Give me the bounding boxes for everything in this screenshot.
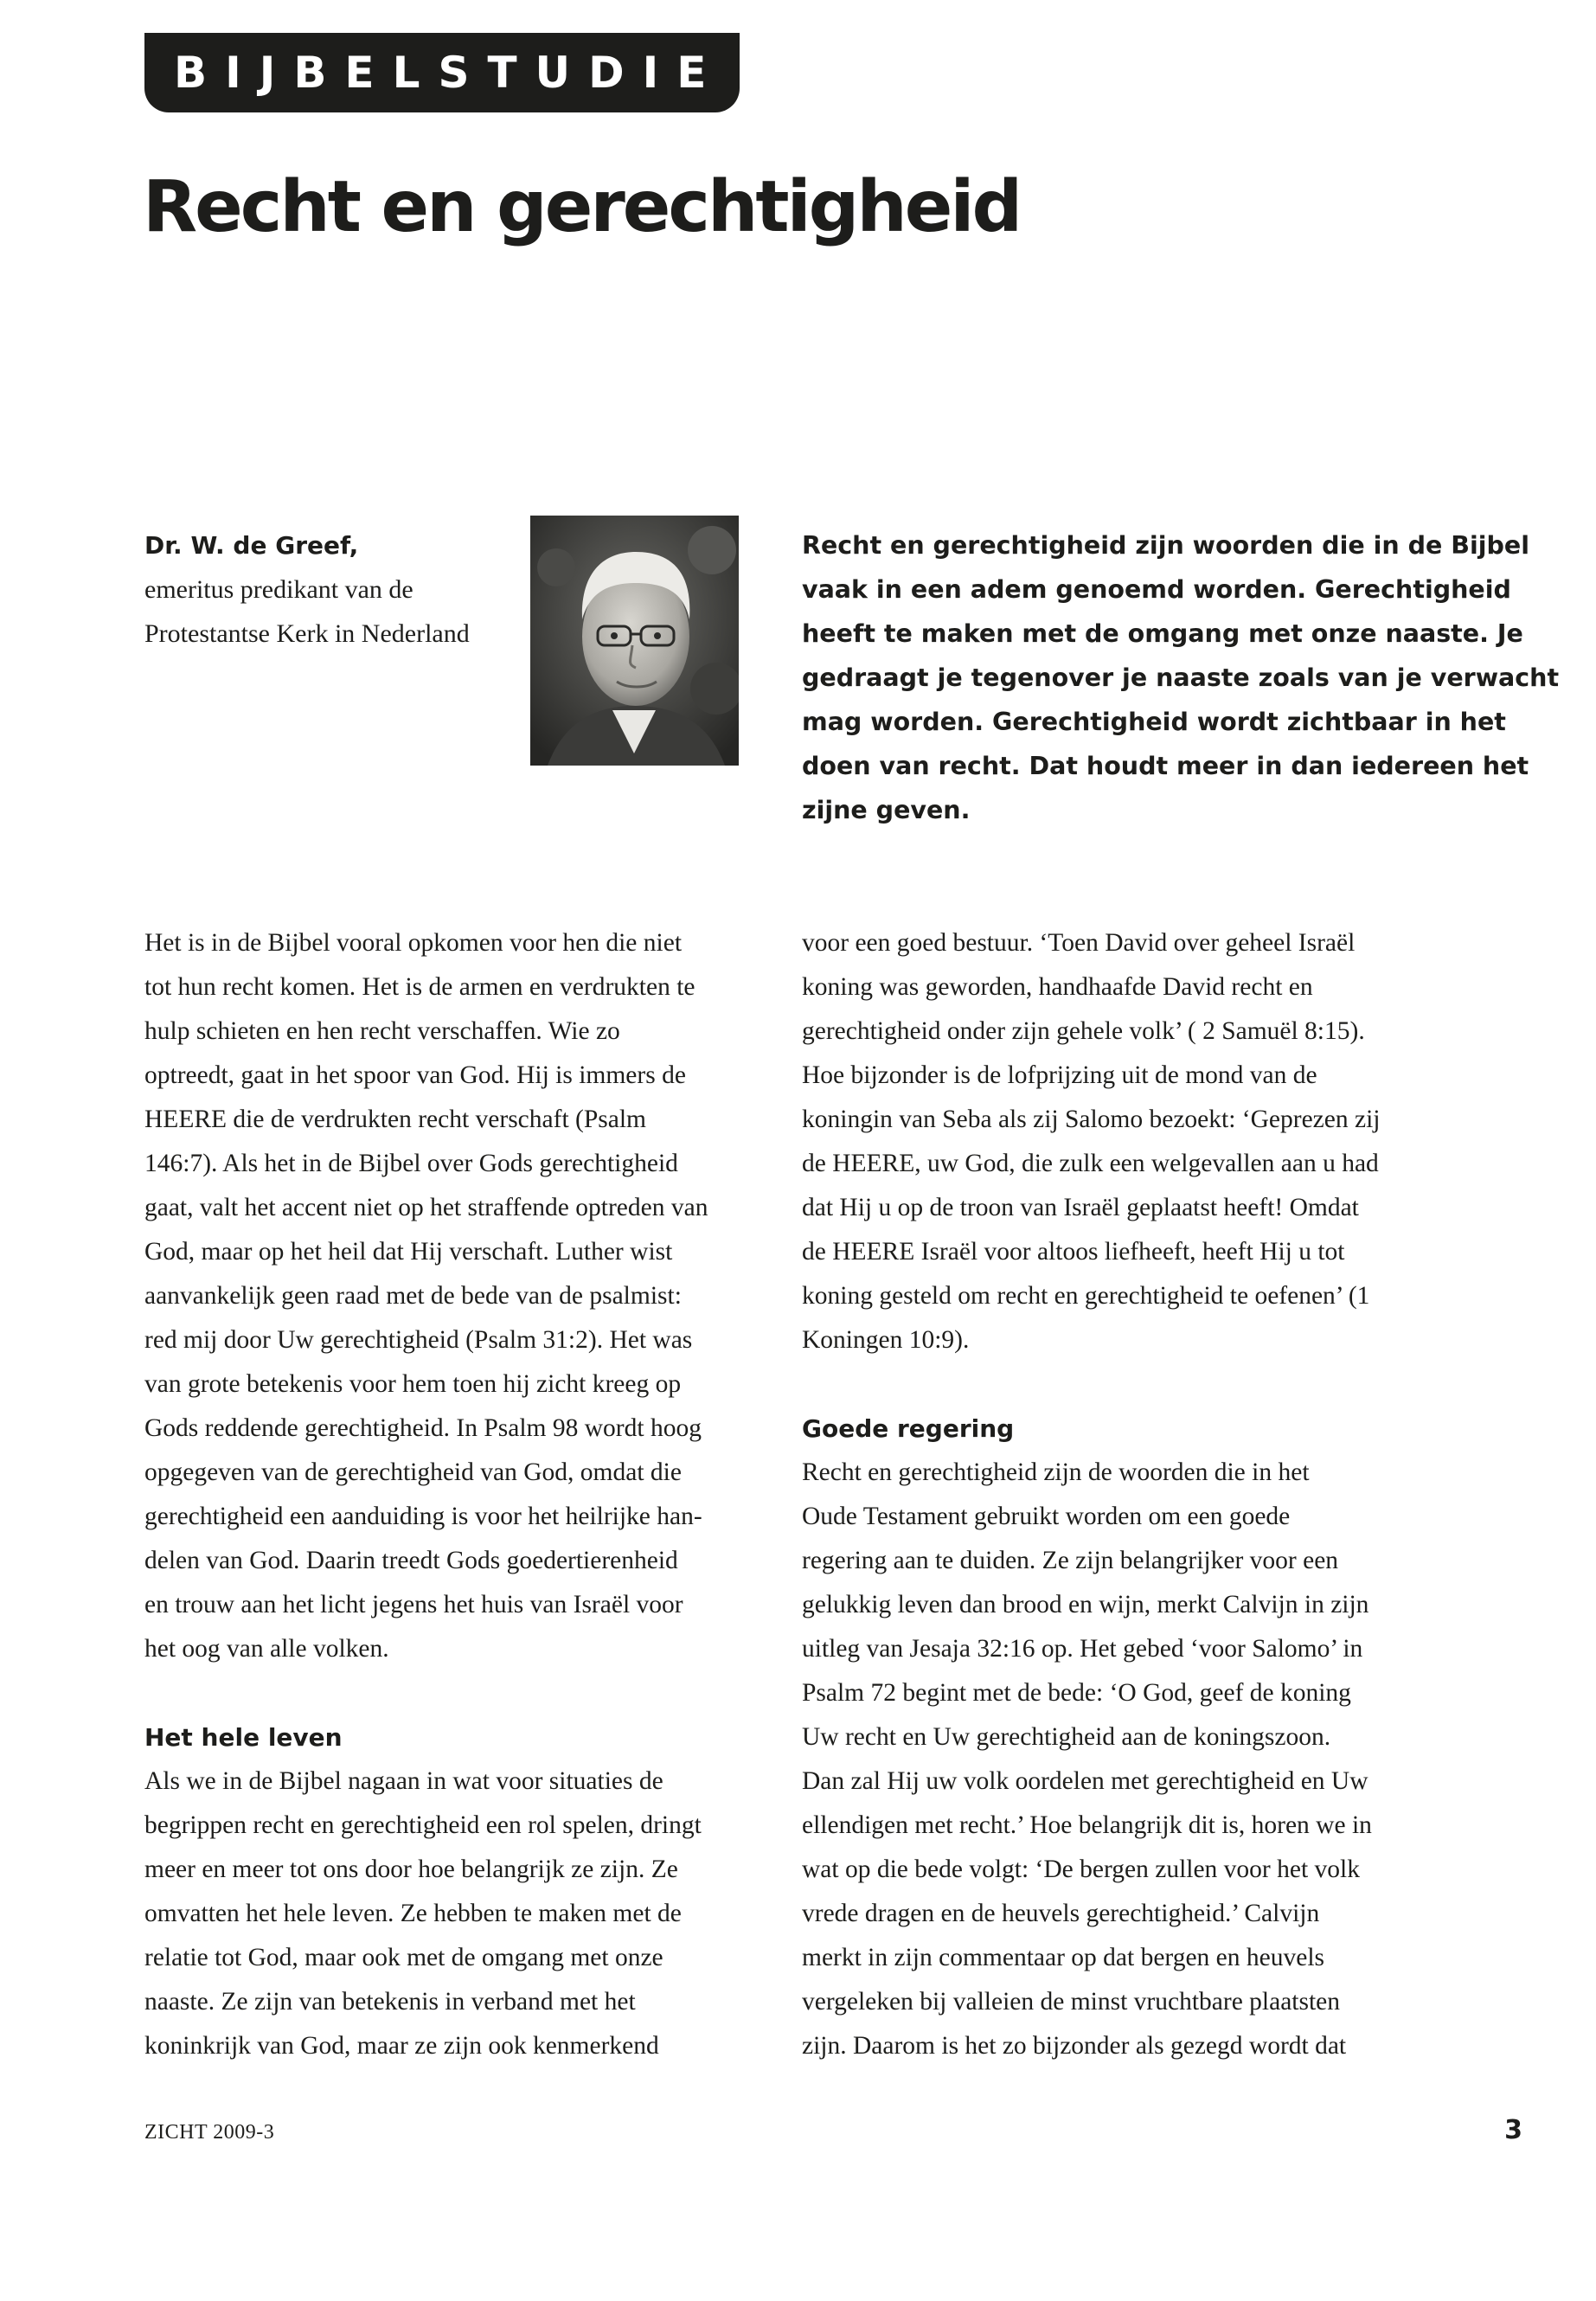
section-heading-het-hele-leven: Het hele leven xyxy=(144,1723,343,1752)
section-heading-goede-regering: Goede regering xyxy=(802,1414,1015,1443)
body-line: 146:7). Als het in de Bijbel over Gods gerechtigheid xyxy=(144,1150,678,1177)
author-block xyxy=(144,523,508,656)
intro-line: Recht en gerechtigheid zijn woorden die in de Bijbel xyxy=(802,531,1529,560)
body-line: Hoe bijzonder is de lofprijzing uit de mond van de xyxy=(802,1061,1317,1089)
intro-paragraph xyxy=(802,523,1560,832)
body-line: Recht en gerechtigheid zijn de woorden die in het xyxy=(802,1458,1310,1486)
intro-line: gedraagt je tegenover je naaste zoals van je verwacht xyxy=(802,663,1560,692)
body-line: opgegeven van de gerechtigheid van God, omdat die xyxy=(144,1458,682,1486)
body-line: Als we in de Bijbel nagaan in wat voor situaties de xyxy=(144,1767,663,1795)
section-banner: BIJBELSTUDIE xyxy=(144,33,740,112)
body-line: Psalm 72 begint met de bede: ‘O God, geef de koning xyxy=(802,1679,1351,1707)
body-line: koning gesteld om recht en gerechtigheid te oefenen’ (1 xyxy=(802,1282,1370,1310)
body-line: en trouw aan het licht jegens het huis van Israël voor xyxy=(144,1591,683,1618)
body-line: omvatten het hele leven. Ze hebben te maken met de xyxy=(144,1900,682,1927)
intro-line: vaak in een adem genoemd worden. Gerechtigheid xyxy=(802,575,1511,604)
intro-line: doen van recht. Dat houdt meer in dan iedereen het xyxy=(802,752,1529,780)
author-photo xyxy=(530,516,739,766)
body-line: de HEERE, uw God, die zulk een welgevallen aan u had xyxy=(802,1150,1379,1177)
body-line: merkt in zijn commentaar op dat bergen en heuvels xyxy=(802,1944,1325,1971)
body-line: naaste. Ze zijn van betekenis in verband met het xyxy=(144,1988,636,2016)
body-line: begrippen recht en gerechtigheid een rol spelen, dringt xyxy=(144,1811,702,1839)
body-line: ellendigen met recht.’ Hoe belangrijk dit is, horen we in xyxy=(802,1811,1372,1839)
left-column xyxy=(144,921,750,2068)
intro-line: zijne geven. xyxy=(802,796,971,824)
body-line: Gods reddende gerechtigheid. In Psalm 98 wordt hoog xyxy=(144,1414,702,1442)
body-line: vergeleken bij valleien de minst vruchtbare plaatsten xyxy=(802,1988,1341,2016)
body-line: wat op die bede volgt: ‘De bergen zullen voor het volk xyxy=(802,1856,1360,1883)
intro-line: heeft te maken met de omgang met onze naaste. Je xyxy=(802,619,1523,648)
body-line: aanvankelijk geen raad met de bede van de psalmist: xyxy=(144,1282,682,1310)
intro-line: mag worden. Gerechtigheid wordt zichtbaar in het xyxy=(802,708,1506,736)
author-role-line: Protestantse Kerk in Nederland xyxy=(144,619,470,648)
body-line: gelukkig leven dan brood en wijn, merkt Calvijn in zijn xyxy=(802,1591,1369,1618)
body-line: uitleg van Jesaja 32:16 op. Het gebed ‘voor Salomo’ in xyxy=(802,1635,1363,1663)
body-line: gerechtigheid een aanduiding is voor het heilrijke han- xyxy=(144,1503,702,1530)
body-line: regering aan te duiden. Ze zijn belangrijker voor een xyxy=(802,1547,1339,1574)
body-line: delen van God. Daarin treedt Gods goedertierenheid xyxy=(144,1547,678,1574)
publication-footer: ZICHT 2009-3 xyxy=(144,2121,275,2144)
body-line: Het is in de Bijbel vooral opkomen voor hen die niet xyxy=(144,929,683,957)
body-line: optreedt, gaat in het spoor van God. Hij is immers de xyxy=(144,1061,686,1089)
body-line: voor een goed bestuur. ‘Toen David over geheel Israël xyxy=(802,929,1356,957)
body-line: het oog van alle volken. xyxy=(144,1635,389,1663)
body-line: dat Hij u op de troon van Israël geplaatst heeft! Omdat xyxy=(802,1194,1359,1221)
body-line: tot hun recht komen. Het is de armen en verdrukten te xyxy=(144,973,695,1001)
body-line: koning was geworden, handhaafde David recht en xyxy=(802,973,1313,1001)
body-line: van grote betekenis voor hem toen hij zicht kreeg op xyxy=(144,1370,682,1398)
body-line: Koningen 10:9). xyxy=(802,1326,970,1354)
body-line: zijn. Daarom is het zo bijzonder als gezegd wordt dat xyxy=(802,2032,1347,2060)
author-role-line: emeritus predikant van de xyxy=(144,575,413,604)
body-line: Dan zal Hij uw volk oordelen met gerechtigheid en Uw xyxy=(802,1767,1368,1795)
body-line: de HEERE Israël voor altoos liefheeft, heeft Hij u tot xyxy=(802,1238,1345,1266)
body-line: gerechtigheid onder zijn gehele volk’ ( 2 Samuël 8:15). xyxy=(802,1017,1365,1045)
author-name: Dr. W. de Greef, xyxy=(144,531,359,560)
body-line: gaat, valt het accent niet op het straffende optreden van xyxy=(144,1194,708,1221)
body-line: God, maar op het heil dat Hij verschaft. Luther wist xyxy=(144,1238,673,1266)
body-line: Oude Testament gebruikt worden om een goede xyxy=(802,1503,1291,1530)
body-line: koninkrijk van God, maar ze zijn ook kenmerkend xyxy=(144,2032,659,2060)
body-line: meer en meer tot ons door hoe belangrijk ze zijn. Ze xyxy=(144,1856,678,1883)
right-column xyxy=(802,921,1407,2068)
body-line: Uw recht en Uw gerechtigheid aan de koningszoon. xyxy=(802,1723,1331,1751)
body-line: HEERE die de verdrukten recht verschaft (Psalm xyxy=(144,1106,646,1133)
body-line: vrede dragen en de heuvels gerechtigheid.’ Calvijn xyxy=(802,1900,1320,1927)
body-line: relatie tot God, maar ook met de omgang met onze xyxy=(144,1944,663,1971)
page-number: 3 xyxy=(1504,2115,1522,2145)
article-title: Recht en gerechtigheid xyxy=(143,166,1021,248)
body-line: red mij door Uw gerechtigheid (Psalm 31:2). Het was xyxy=(144,1326,693,1354)
body-line: hulp schieten en hen recht verschaffen. Wie zo xyxy=(144,1017,620,1045)
body-line: koningin van Seba als zij Salomo bezoekt: ‘Geprezen zij xyxy=(802,1106,1381,1133)
